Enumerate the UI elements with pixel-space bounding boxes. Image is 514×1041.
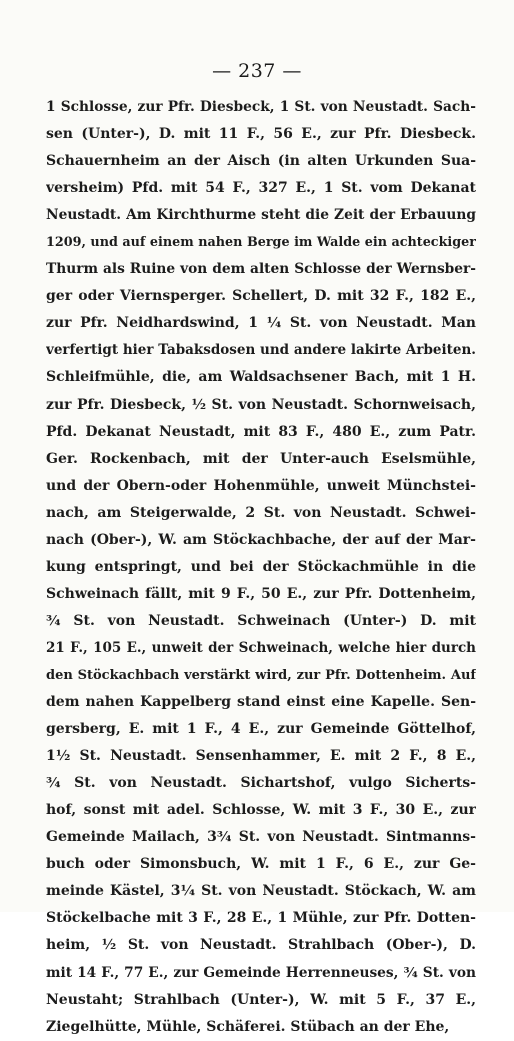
text-line: sen (Unter-), D. mit 11 F., 56 E., zur Pfr. Diesbeck. [46,126,476,143]
text-line: Schauernheim an der Aisch (in alten Urkunden Sua- [46,153,476,170]
body-text [46,94,476,1041]
text-line: Neustaht; Strahlbach (Unter-), W. mit 5 F., 37 E., [46,991,476,1008]
text-line: verfertigt hier Tabaksdosen und andere lakirte Arbeiten. [46,342,476,359]
text-line: kung entspringt, und bei der Stöckachmühle in die [46,558,476,575]
text-line: mit 14 F., 77 E., zur Gemeinde Herrenneuses, ¾ St. von [46,964,476,981]
text-line: Gemeinde Mailach, 3¾ St. von Neustadt. Sintmanns- [46,829,476,846]
text-line: gersberg, E. mit 1 F., 4 E., zur Gemeinde Göttelhof, [46,721,476,738]
text-line: ¾ St. von Neustadt. Schweinach (Unter-) D. mit [46,612,476,629]
text-line: Neustadt. Am Kirchthurme steht die Zeit der Erbauung [46,207,476,224]
text-line: meinde Kästel, 3¼ St. von Neustadt. Stöckach, W. am [46,883,476,900]
text-line: dem nahen Kappelberg stand einst eine Kapelle. Sen- [46,694,476,711]
text-line: heim, ½ St. von Neustadt. Strahlbach (Ober-), D. [46,937,476,954]
text-line: Thurm als Ruine von dem alten Schlosse der Wernsber- [46,261,476,278]
text-line: Stöckelbache mit 3 F., 28 E., 1 Mühle, zur Pfr. Dotten- [46,910,476,927]
text-line: ¾ St. von Neustadt. Sichartshof, vulgo Sicherts- [46,775,476,792]
text-line: Pfd. Dekanat Neustadt, mit 83 F., 480 E., zum Patr. [46,423,476,440]
text-line: buch oder Simonsbuch, W. mit 1 F., 6 E., zur Ge- [46,856,476,873]
text-line: zur Pfr. Diesbeck, ½ St. von Neustadt. Schornweisach, [46,396,476,413]
text-line: 21 F., 105 E., unweit der Schweinach, welche hier durch [46,639,476,656]
text-line: Schleifmühle, die, am Waldsachsener Bach, mit 1 H. [46,369,476,386]
text-line: Ziegelhütte, Mühle, Schäferei. Stübach an der Ehe, [46,1018,450,1035]
text-line: versheim) Pfd. mit 54 F., 327 E., 1 St. vom Dekanat [46,180,476,197]
text-line: 1209, und auf einem nahen Berge im Walde ein achteckiger [46,235,476,251]
text-line: zur Pfr. Neidhardswind, 1 ¼ St. von Neustadt. Man [46,315,476,332]
text-line: Ger. Rockenbach, mit der Unter-auch Eselsmühle, [46,450,476,467]
text-line: ger oder Viernsperger. Schellert, D. mit 32 F., 182 E., [46,288,476,305]
text-line: Schweinach fällt, mit 9 F., 50 E., zur Pfr. Dottenheim, [46,585,476,602]
page-number: — 237 — [212,60,302,82]
text-line: hof, sonst mit adel. Schlosse, W. mit 3 F., 30 E., zur [46,802,476,819]
text-line: den Stöckachbach verstärkt wird, zur Pfr. Dottenheim. Auf [46,667,476,683]
text-line: und der Obern-oder Hohenmühle, unweit Münchstei- [46,477,476,494]
text-line: 1½ St. Neustadt. Sensenhammer, E. mit 2 F., 8 E., [46,748,476,765]
text-line: 1 Schlosse, zur Pfr. Diesbeck, 1 St. von Neustadt. Sach- [46,99,476,115]
text-line: nach, am Steigerwalde, 2 St. von Neustadt. Schwei- [46,504,476,521]
text-line: nach (Ober-), W. am Stöckachbache, der auf der Mar- [46,531,476,548]
